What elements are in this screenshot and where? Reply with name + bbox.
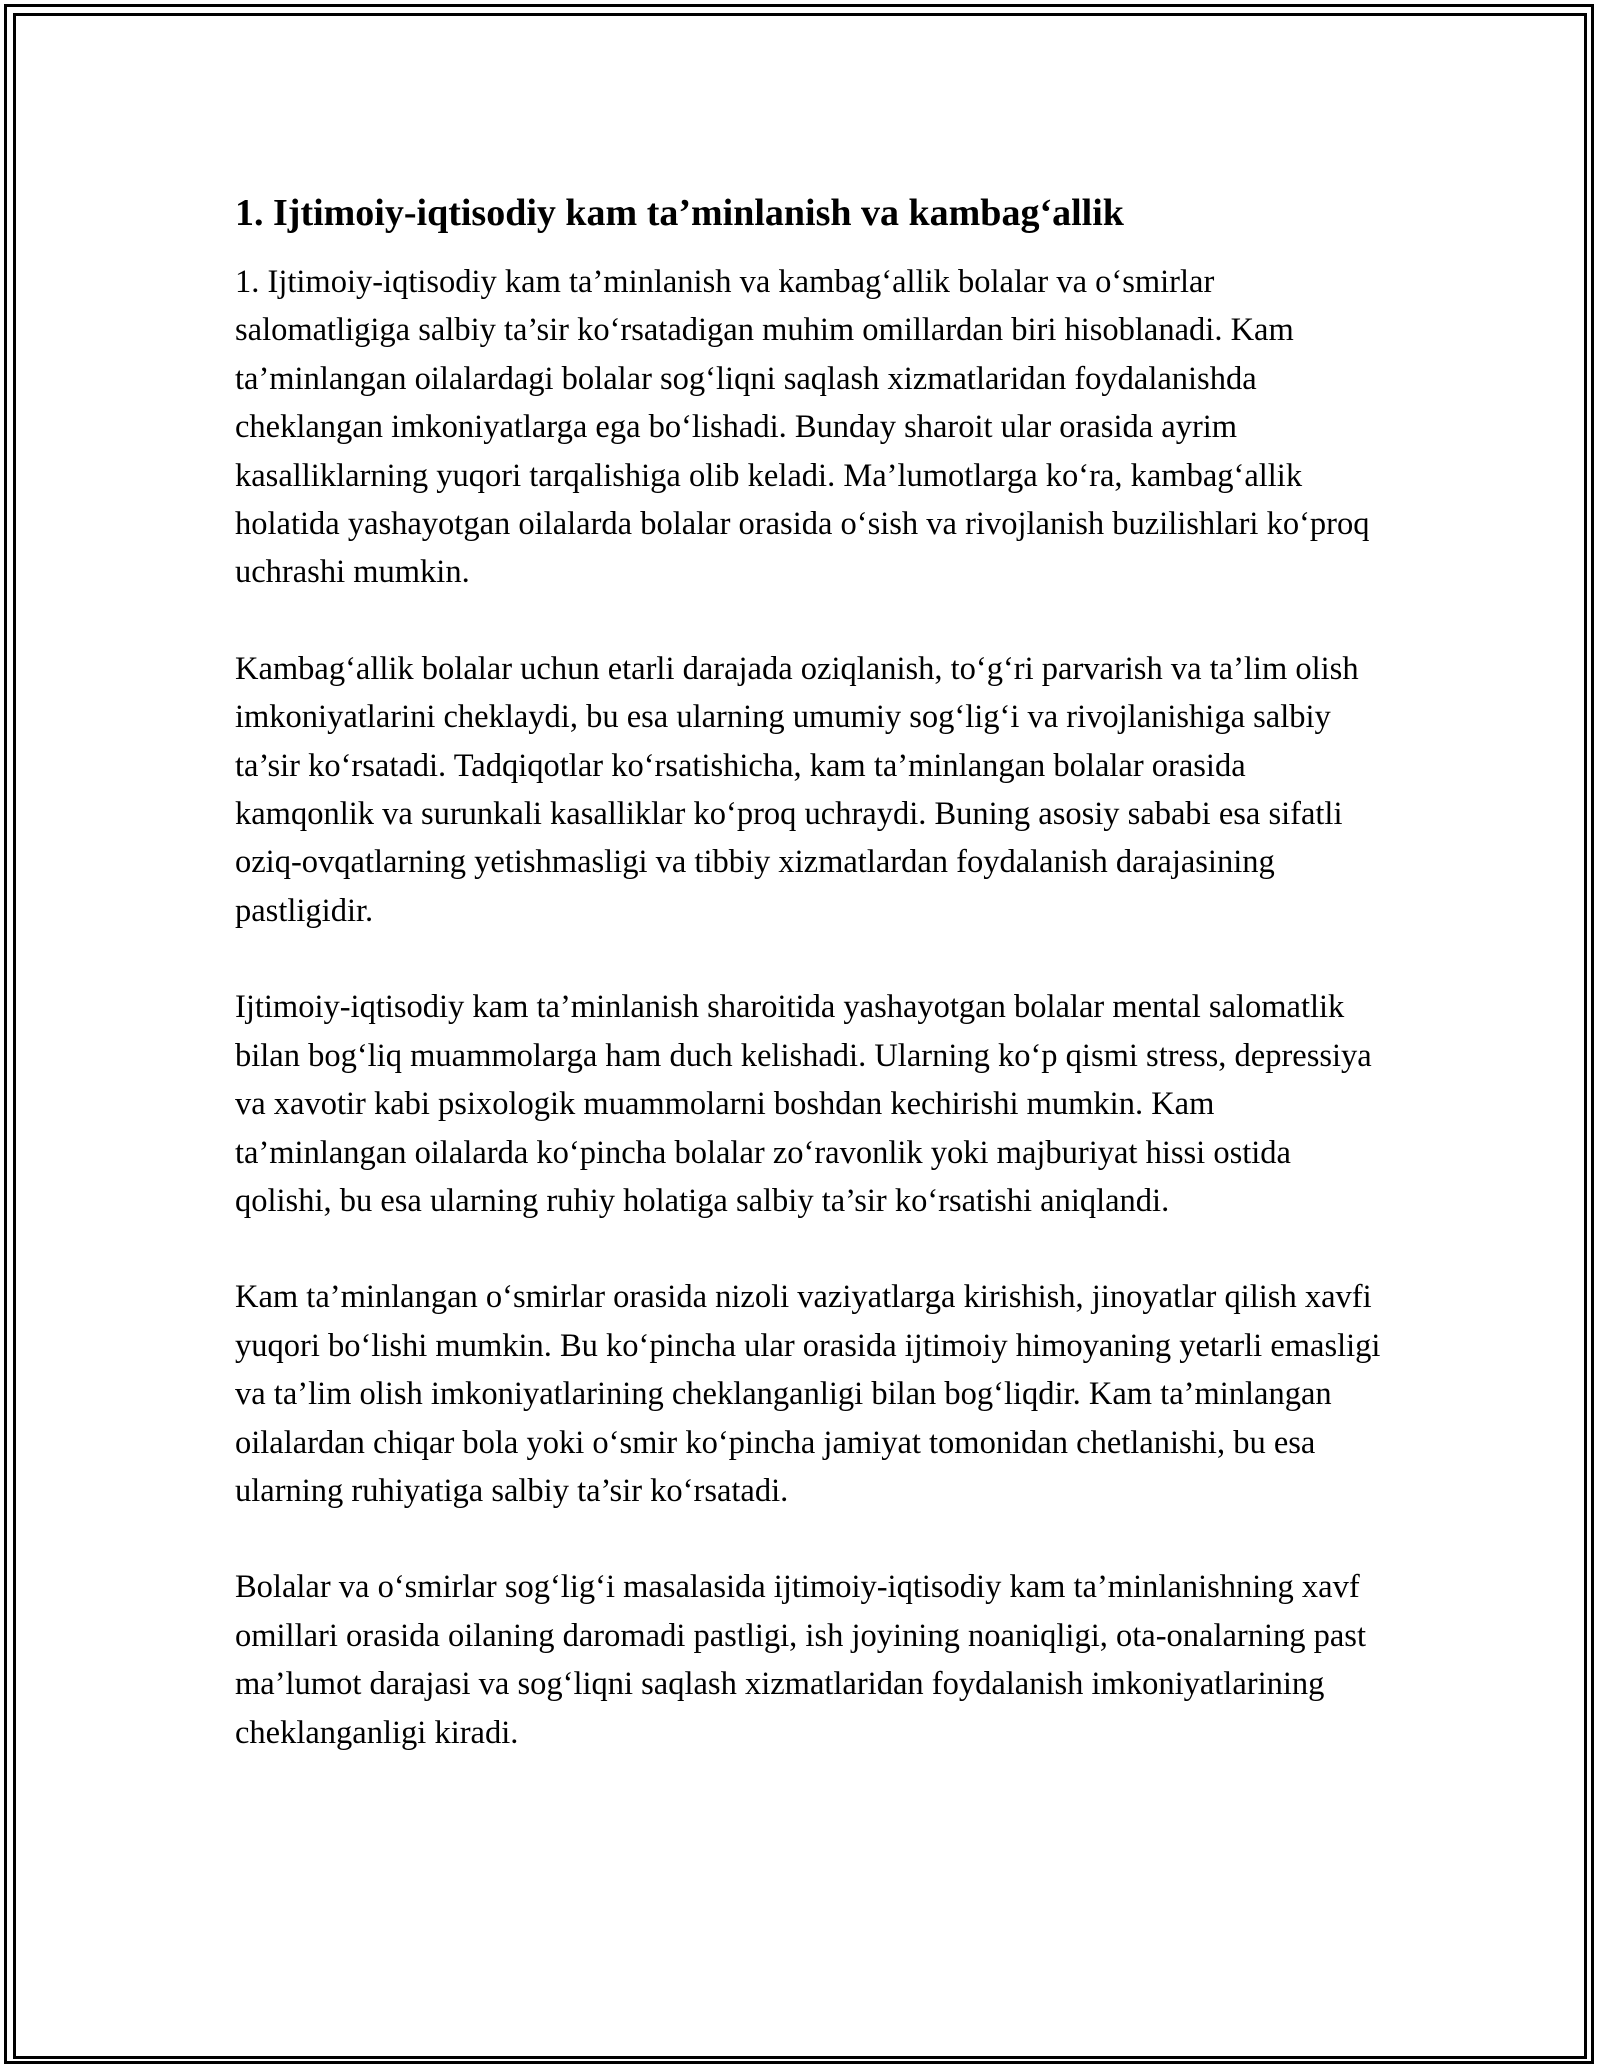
paragraph-4: Kam ta’minlangan o‘smirlar orasida nizoli vaziyatlarga kirishish, jinoyatlar qilish xavfi yuqori bo‘lishi mumkin. Bu ko‘pincha ular orasida ijtimoiy himoyaning yetarli emasligi va ta’lim olish imkoniyatlarining cheklanganligi bilan bog‘liqdir. Kam ta’minlangan oilalardan chiqar bola yoki o‘smir ko‘pincha jamiyat tomonidan chetlanishi, bu esa ularning ruhiyatiga salbiy ta’sir ko‘rsatadi. — [235, 1279, 1381, 1509]
paragraph-3: Ijtimoiy-iqtisodiy kam ta’minlanish sharoitida yashayotgan bolalar mental salomatlik bilan bog‘liq muammolarga ham duch kelishadi. Ularning ko‘p qismi stress, depressiya va xavotir kabi psixologik muammolarni boshdan kechirishi mumkin. Kam ta’minlangan oilalarda ko‘pincha bolalar zo‘ravonlik yoki majburiyat hissi ostida qolishi, bu esa ularning ruhiy holatiga salbiy ta’sir ko‘rsatishi aniqlandi. — [235, 989, 1372, 1219]
paragraph-5: Bolalar va o‘smirlar sog‘lig‘i masalasida ijtimoiy-iqtisodiy kam ta’minlanishning xavf omillari orasida oilaning daromadi pastligi, ish joyining noaniqligi, ota-onalarning past ma’lumot darajasi va sog‘liqni saqlash xizmatlaridan foydalanish imkoniyatlarining cheklanganligi kiradi. — [235, 1569, 1366, 1751]
document-body — [235, 180, 1385, 1805]
paragraph-2: Kambag‘allik bolalar uchun etarli darajada oziqlanish, to‘g‘ri parvarish va ta’lim olish imkoniyatlarini cheklaydi, bu esa ularning umumiy sog‘lig‘i va rivojlanishiga salbiy ta’sir ko‘rsatadi. Tadqiqotlar ko‘rsatishicha, kam ta’minlangan bolalar orasida kamqonlik va surunkali kasalliklar ko‘proq uchraydi. Buning asosiy sababi esa sifatli oziq-ovqatlarning yetishmasligi va tibbiy xizmatlardan foydalanish darajasining pastligidir. — [235, 650, 1359, 929]
paragraph-1: 1. Ijtimoiy-iqtisodiy kam ta’minlanish va kambag‘allik bolalar va o‘smirlar salomatligiga salbiy ta’sir ko‘rsatadigan muhim omillardan biri hisoblanadi. Kam ta’minlangan oilalardagi bolalar sog‘liqni saqlash xizmatlaridan foydalanishda cheklangan imkoniyatlarga ega bo‘lishadi. Bunday sharoit ular orasida ayrim kasalliklarning yuqori tarqalishiga olib keladi. Ma’lumotlarga ko‘ra, kambag‘allik holatida yashayotgan oilalarda bolalar orasida o‘sish va rivojlanish buzilishlari ko‘proq uchrashi mumkin. — [235, 264, 1370, 591]
section-heading: 1. Ijtimoiy-iqtisodiy kam ta’minlanish va kambag‘allik — [235, 192, 1124, 234]
